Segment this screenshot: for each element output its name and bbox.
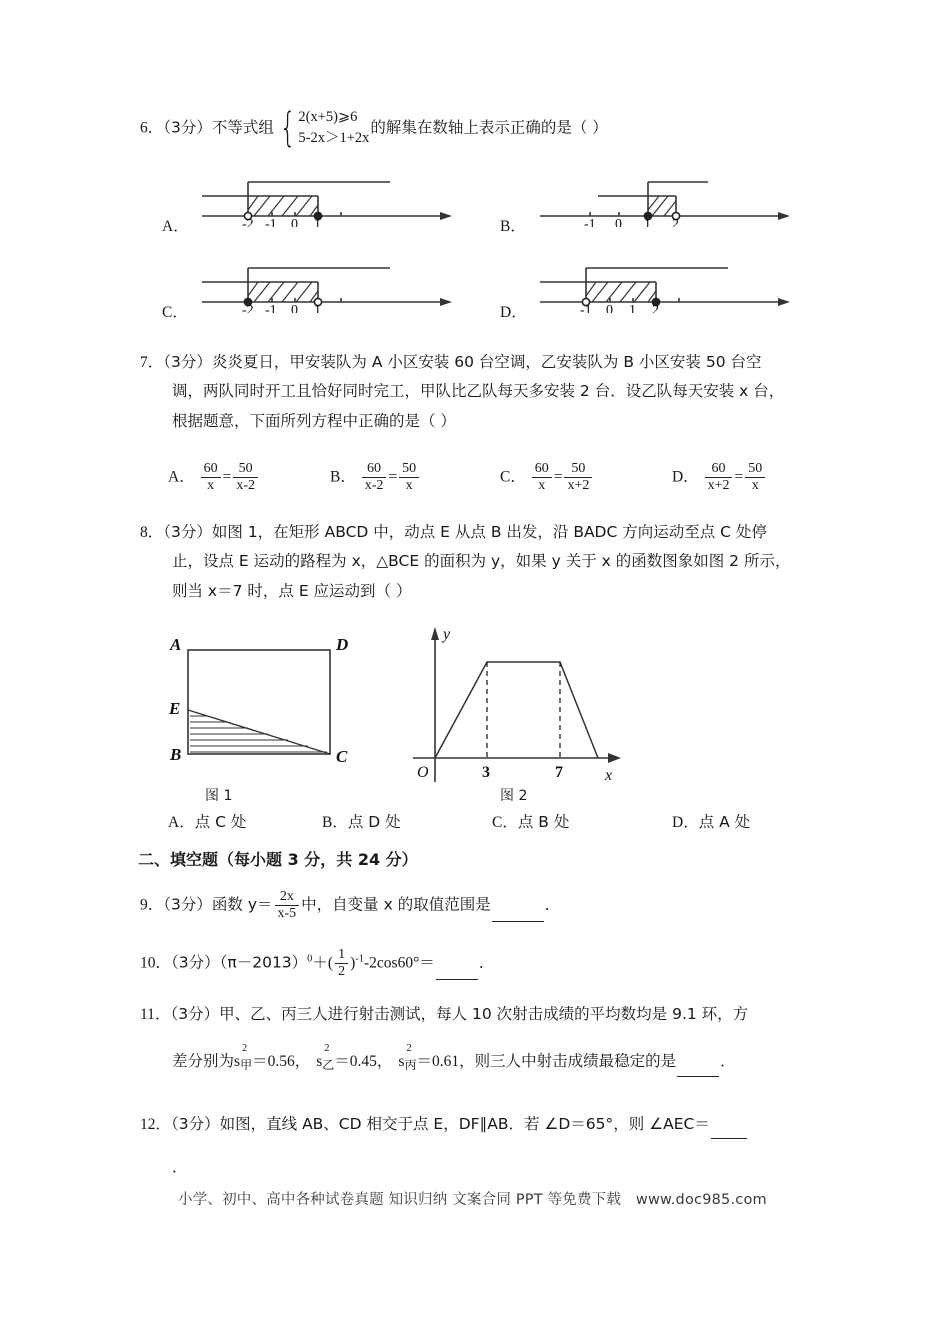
tick-label: 0 (291, 303, 298, 313)
question-10-exponent-1: 0 (307, 953, 313, 965)
footer-text: 小学、初中、高中各种试卷真题 知识归纳 文案合同 PPT 等免费下载 (178, 1192, 622, 1208)
tick-label: 0 (291, 217, 298, 227)
option-text: 点 D 处 (347, 813, 401, 831)
question-8-line2-text: 止，设点 E 运动的路程为 x，△BCE 的面积为 y，如果 y 关于 x 的函数图象如图 2 所示， (172, 552, 791, 571)
question-12-line1: 12．（3分）如图，直线 AB、CD 相交于点 E，DF∥AB．若 ∠D＝65°，则 ∠AEC＝ (140, 1110, 860, 1139)
question-11-line1-text: 甲、乙、丙三人进行射击测试，每人 10 次射击成绩的平均数均是 9.1 环，方 (219, 1005, 749, 1023)
question-11-tail: ． (720, 1053, 736, 1071)
tick-label: -1 (580, 303, 592, 313)
tick-label: -1 (265, 217, 277, 227)
tick-label: 0 (615, 217, 622, 227)
equals-sign: = (734, 468, 744, 486)
question-7-option-a[interactable] (168, 462, 260, 494)
vertex-label-c: C (336, 747, 348, 766)
x-axis-label: x (605, 767, 613, 784)
x-tick-label-7: 7 (555, 764, 563, 781)
question-6-option-d-label[interactable]: D． (500, 304, 527, 321)
x-tick-label-3: 3 (482, 764, 490, 781)
fraction-right: $\frac{50}{x-2}$ (233, 461, 258, 493)
question-6-option-a-numberline (190, 172, 490, 227)
question-8-figure-1 (155, 632, 370, 792)
question-6-option-b-numberline (528, 172, 828, 227)
vertex-label-d: D (336, 635, 349, 654)
question-8-option-c[interactable] (492, 808, 569, 837)
question-11-line2-post: 则三人中射击成绩最稳定的是 (474, 1052, 677, 1071)
equals-sign: = (388, 468, 398, 486)
question-7-number: 7 (140, 354, 148, 371)
option-label: B． (322, 814, 348, 831)
tick-label: -2 (242, 217, 254, 227)
question-9: 9．（3分）函数 y＝ $\frac{2x}{x-5}$ 中，自变量 x 的取值范围是 ． (140, 889, 561, 921)
question-6-option-b-label[interactable]: B． (500, 218, 526, 235)
question-7-line1-text: 炎炎夏日，甲安装队为 A 小区安装 60 台空调，乙安装队为 B 小区安装 50 台空 (211, 353, 762, 371)
option-label: C． (500, 468, 526, 486)
option-label: B． (330, 468, 356, 486)
option-text: 点 C 处 (194, 813, 247, 831)
fraction-left: $\frac{60}{x-2}$ (362, 461, 387, 493)
question-10-close-paren: ) (350, 954, 356, 972)
question-6-option-d-numberline (528, 258, 828, 313)
tick-label: 1 (314, 303, 321, 313)
question-8-points: （3分） (163, 523, 212, 541)
fraction-right: $\frac{50}{x}$ (399, 461, 419, 493)
question-10-exponent-2: -1 (355, 953, 365, 965)
question-6-dot: ． (147, 119, 164, 137)
question-10-tail: ． (478, 954, 495, 972)
question-6-number: 6 (140, 119, 148, 137)
function-curve (435, 662, 598, 758)
question-7-option-b[interactable] (330, 462, 421, 494)
question-12-answer-blank[interactable] (711, 1125, 747, 1140)
dashed-guides (487, 662, 560, 758)
footer-watermark (178, 1188, 767, 1209)
question-8-option-d[interactable] (672, 808, 750, 837)
question-9-after: 中，自变量 x 的取值范围是 (301, 895, 491, 914)
question-9-fraction: $\frac{2x}{x-5}$ (275, 889, 300, 921)
question-12-number: 12 (140, 1116, 156, 1133)
question-12-line1-text: 如图，直线 AB、CD 相交于点 E，DF∥AB．若 ∠D＝65°，则 ∠AEC＝ (219, 1115, 710, 1133)
fraction-right: $\frac{50}{x+2}$ (564, 461, 592, 493)
fraction-right: $\frac{50}{x}$ (745, 461, 765, 493)
origin-label: O (417, 764, 429, 781)
question-6-system-line2: 5-2x＞1+2x (298, 130, 370, 147)
question-6-stem-after: 的解集在数轴上表示正确的是（ ） (370, 118, 608, 137)
question-10-expr-part1: （π－2013） (219, 953, 308, 972)
y-axis-label: y (443, 626, 451, 643)
question-6-option-c-numberline (190, 258, 490, 313)
question-7 (140, 348, 840, 436)
option-text: 点 A 处 (698, 813, 751, 831)
question-10-expr-part2: -2cos60° (364, 954, 420, 972)
question-8-line1-text: 如图 1，在矩形 ABCD 中，动点 E 从点 B 出发，沿 BADC 方向运动至点 C 处停 (211, 523, 767, 541)
question-8-line1: 8．（3分）如图 1，在矩形 ABCD 中，动点 E 从点 B 出发，沿 BADC 方向运动至点 C 处停 (140, 523, 767, 541)
question-7-points: （3分） (163, 353, 212, 371)
question-10-number: 10 (140, 954, 156, 972)
tick-label: 1 (629, 303, 636, 313)
question-8-figure-2-caption: 图 2 (500, 788, 528, 804)
question-10: 10．（3分）$(\pi-2013)^0+$( $\frac{1}{2}$ )$^{-1}$-2cos60°＝ ． (140, 947, 495, 979)
question-8-figure-2 (405, 622, 635, 797)
question-9-before: 函数 y＝ (211, 895, 273, 914)
question-11-line2 (172, 1043, 860, 1076)
question-9-points: （3分） (163, 895, 212, 914)
equals-sign: = (553, 468, 563, 486)
question-11-line2-pre: 差分别为 (172, 1052, 235, 1071)
tick-label: -1 (265, 303, 277, 313)
question-12-line2-text: ． (172, 1159, 188, 1177)
tick-label: 1 (314, 217, 321, 227)
question-7-line2-text: 调，两队同时开工且恰好同时完工，甲队比乙队每天多安装 2 台．设乙队每天安装 x 台， (172, 382, 785, 401)
tick-label: 2 (672, 217, 679, 227)
equals-sign: = (222, 468, 232, 486)
question-6-inequality-system (275, 104, 370, 151)
vertex-label-b: B (170, 745, 182, 764)
question-9-number: 9 (140, 896, 148, 914)
fraction-left: $\frac{60}{x}$ (532, 461, 552, 493)
tick-label: -2 (242, 303, 254, 313)
question-8-figure-1-caption: 图 1 (205, 788, 233, 804)
segment-ec (188, 710, 330, 754)
option-label: A． (168, 814, 195, 831)
section-2-heading: 二、填空题（每小题 3 分，共 24 分） (138, 850, 418, 869)
option-label: D． (672, 468, 699, 486)
question-6-points: （3分） (163, 118, 212, 137)
question-6 (140, 104, 840, 151)
question-10-points: （3分） (171, 953, 220, 972)
variance-jia: s 2 甲＝0.56， (234, 1043, 311, 1073)
tick-label: 1 (644, 217, 651, 227)
tick-label: 2 (652, 303, 659, 313)
variance-yi: s 2 乙＝0.45， (316, 1043, 393, 1073)
question-7-line1: 7．（3分）炎炎夏日，甲安装队为 A 小区安装 60 台空调，乙安装队为 B 小区安装 50 台空 (140, 353, 762, 371)
question-6-system-line1: 2(x+5)⩾6 (298, 109, 358, 125)
question-6-option-a-label[interactable]: A． (162, 218, 189, 235)
question-6-stem-before: 不等式组 (211, 118, 274, 137)
option-label: C． (492, 814, 518, 831)
question-7-line3-text: 根据题意，下面所列方程中正确的是（ ） (172, 411, 456, 430)
question-7-option-c[interactable] (500, 462, 594, 494)
question-7-option-d[interactable] (672, 462, 767, 494)
question-10-equals: ＝ (419, 954, 435, 972)
tick-label: 0 (606, 303, 613, 313)
question-10-plus: ＋( (312, 954, 334, 972)
vertex-label-a: A (170, 635, 182, 654)
option-text: 点 B 处 (517, 813, 570, 831)
question-9-tail: ． (544, 896, 561, 914)
question-10-fraction: $\frac{1}{2}$ (335, 947, 348, 979)
fraction-left: $\frac{60}{x}$ (201, 461, 221, 493)
x-axis-arrow-icon (608, 753, 621, 763)
variance-bing: s 2 丙＝0.61， (398, 1043, 475, 1073)
footer-url: www.doc985.com (635, 1192, 767, 1208)
question-8-option-b[interactable] (322, 808, 401, 837)
y-axis-arrow-icon (431, 627, 439, 640)
question-12 (140, 1110, 860, 1183)
vertex-label-e: E (169, 699, 181, 718)
option-label: D． (672, 814, 699, 831)
question-10-answer-blank[interactable] (436, 965, 478, 980)
question-11-points: （3分） (170, 1005, 220, 1023)
question-8-option-a[interactable] (168, 808, 246, 837)
question-11-answer-blank[interactable] (677, 1062, 719, 1077)
tick-label: -1 (584, 217, 596, 227)
question-12-points: （3分） (171, 1115, 220, 1133)
question-8 (140, 518, 840, 606)
question-6-option-c-label[interactable]: C． (162, 304, 188, 321)
option-label: A． (168, 468, 195, 486)
question-11 (140, 1000, 860, 1077)
rectangle-abcd (188, 650, 330, 754)
question-8-number: 8 (140, 524, 148, 541)
fraction-left: $\frac{60}{x+2}$ (705, 461, 733, 493)
question-11-number: 11 (140, 1006, 155, 1023)
left-brace-icon: { (279, 104, 296, 151)
question-8-line3-text: 则当 x＝7 时，点 E 应运动到（ ） (172, 581, 412, 600)
question-9-answer-blank[interactable] (492, 907, 544, 922)
question-11-line1: 11．（3分）甲、乙、丙三人进行射击测试，每人 10 次射击成绩的平均数均是 9.1 环，方 (140, 1005, 749, 1023)
